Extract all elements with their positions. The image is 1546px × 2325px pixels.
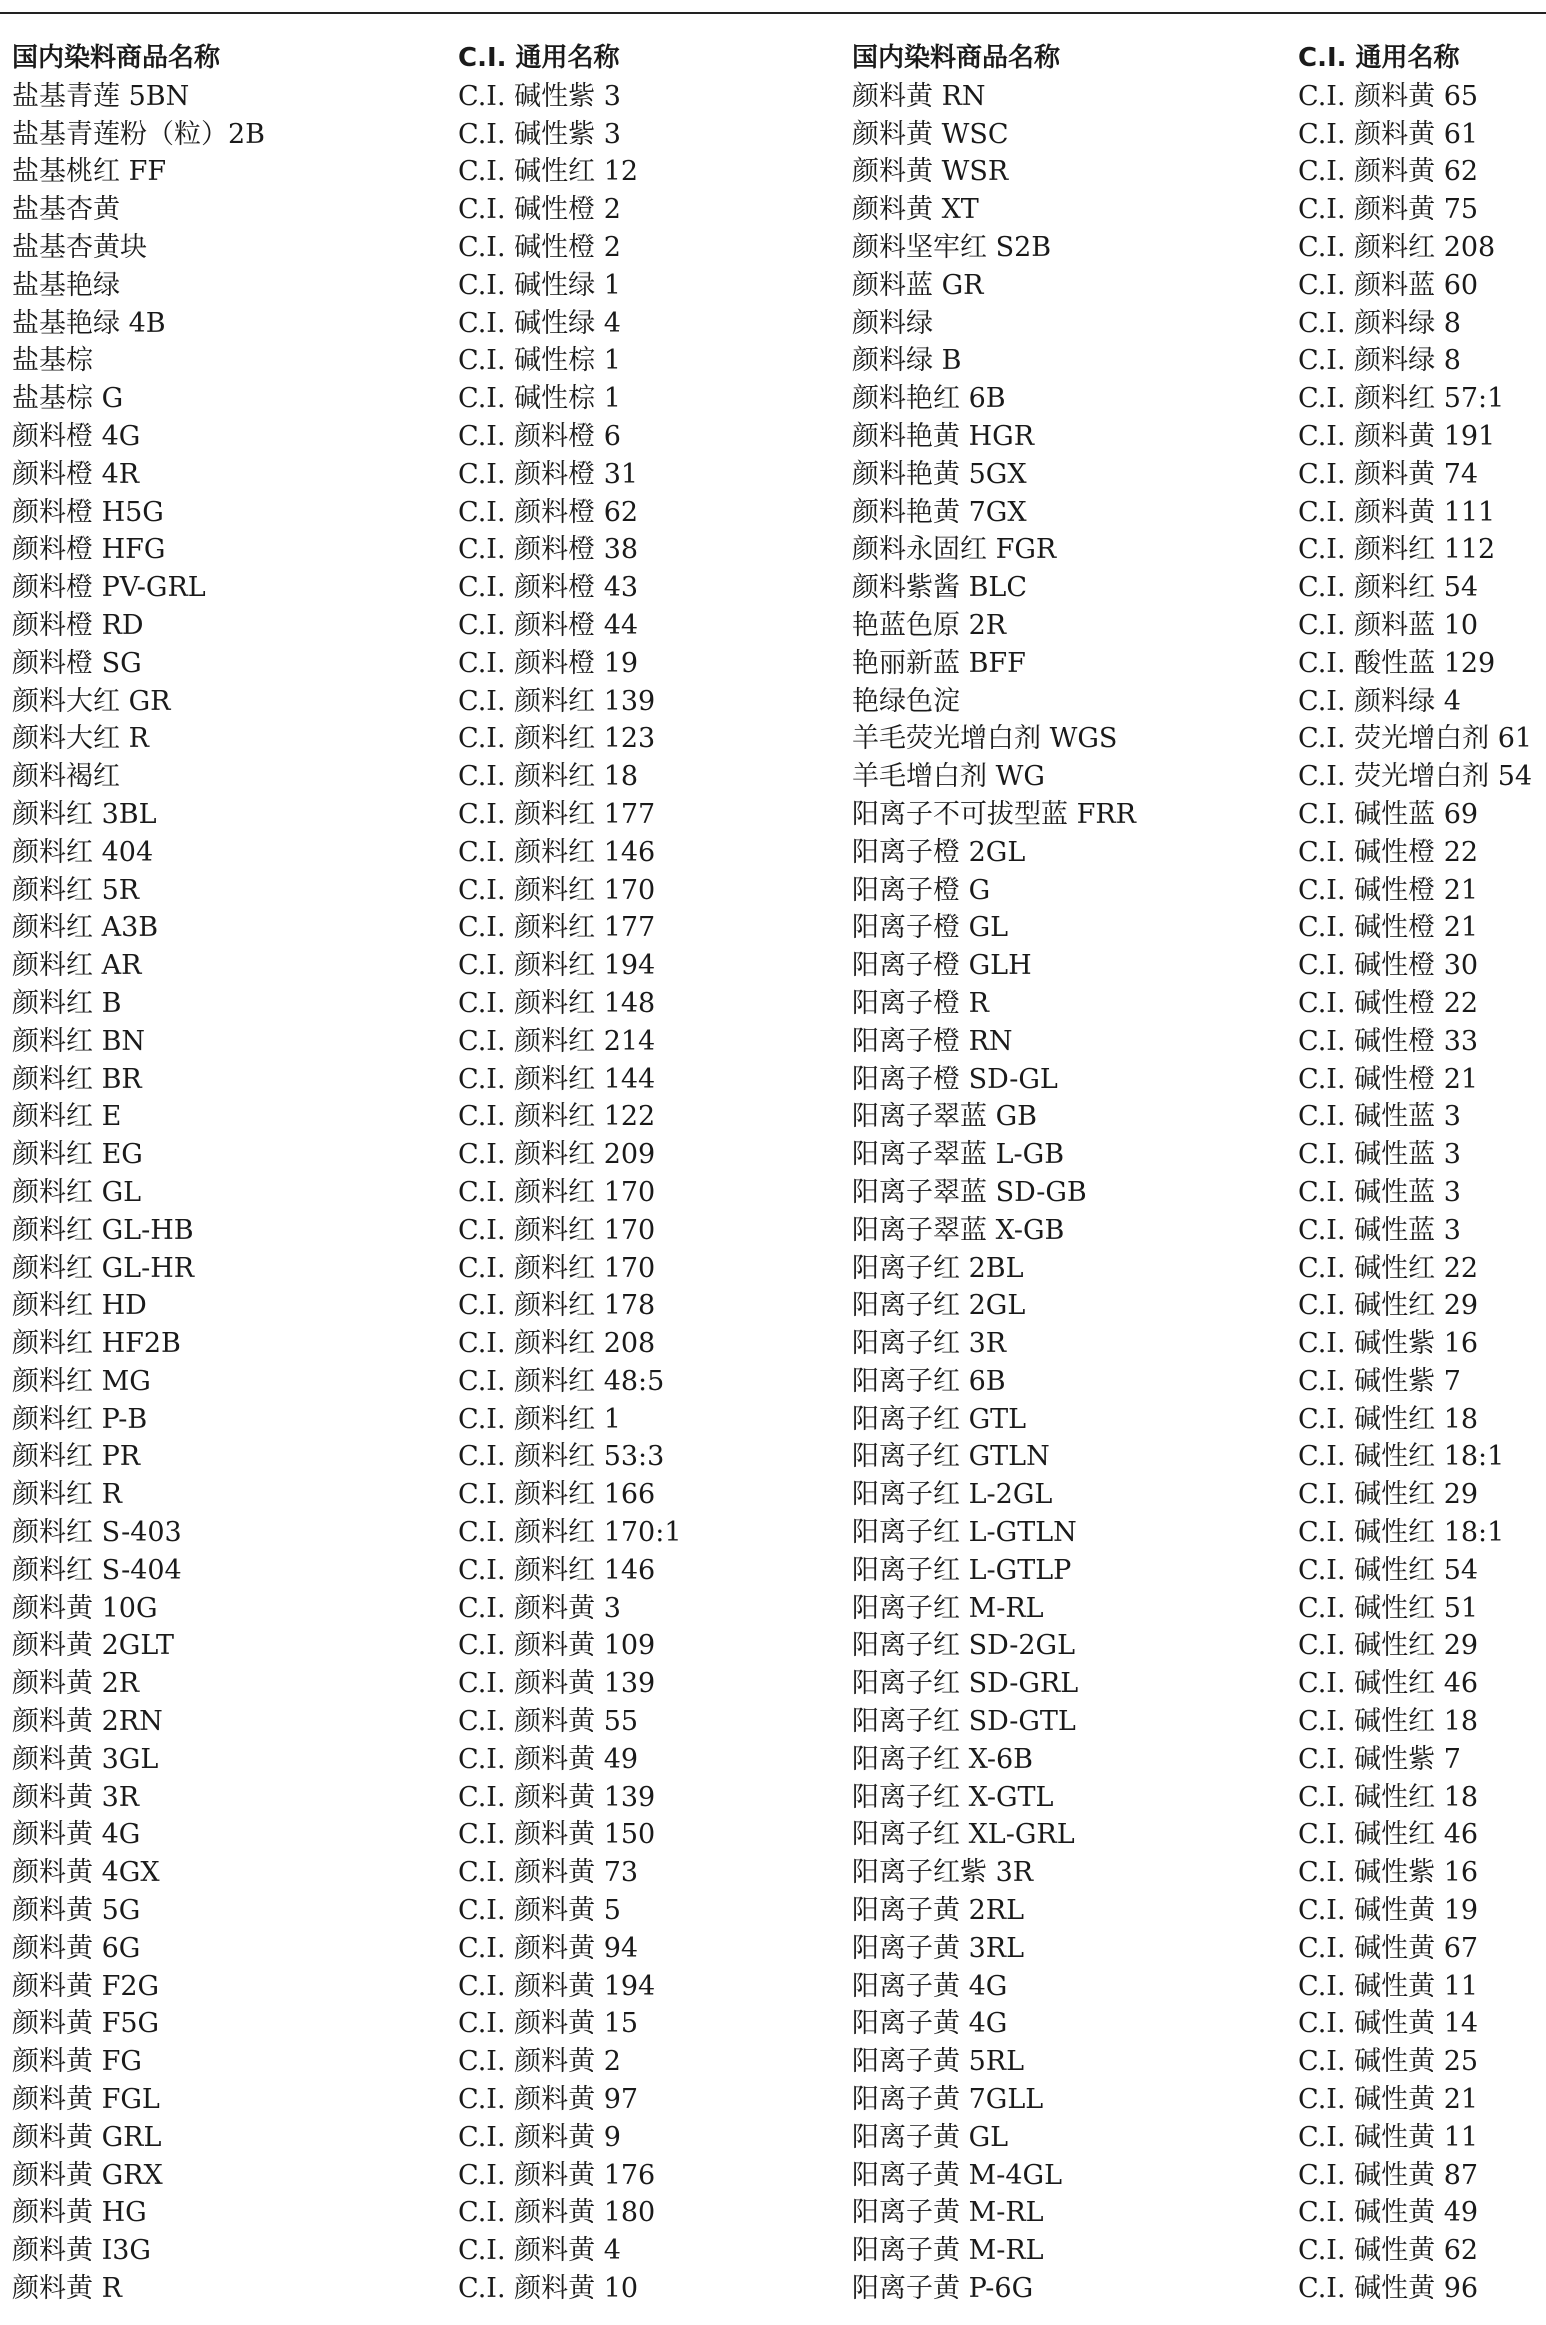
dye-trade-name: 颜料黄 4GX bbox=[12, 1857, 160, 1889]
dye-trade-name: 阳离子橙 GLH bbox=[852, 950, 1032, 982]
ci-generic-name: C.I. 颜料红 170 bbox=[458, 1176, 656, 1208]
ci-generic-name: C.I. 颜料黄 176 bbox=[458, 2159, 656, 2191]
ci-generic-name: C.I. 颜料橙 31 bbox=[458, 458, 639, 490]
ci-generic-name: C.I. 颜料橙 43 bbox=[458, 572, 639, 604]
dye-trade-name: 阳离子红 2BL bbox=[852, 1252, 1024, 1284]
ci-generic-name: C.I. 碱性橙 2 bbox=[458, 231, 621, 263]
dye-trade-name: 颜料红 E bbox=[12, 1101, 122, 1133]
ci-generic-name: C.I. 颜料红 178 bbox=[458, 1290, 656, 1322]
dye-trade-name: 盐基棕 G bbox=[12, 383, 124, 415]
ci-generic-name: C.I. 碱性红 46 bbox=[1298, 1668, 1479, 1700]
dye-trade-name: 阳离子黄 4G bbox=[852, 1970, 1008, 2002]
dye-trade-name: 颜料黄 FG bbox=[12, 2046, 142, 2078]
dye-trade-name: 颜料永固红 FGR bbox=[852, 534, 1057, 566]
ci-generic-name: C.I. 碱性蓝 3 bbox=[1298, 1214, 1461, 1246]
ci-generic-name: C.I. 颜料橙 38 bbox=[458, 534, 639, 566]
ci-generic-name: C.I. 颜料橙 6 bbox=[458, 420, 621, 452]
dye-trade-name: 阳离子黄 P-6G bbox=[852, 2273, 1034, 2305]
ci-generic-name: C.I. 颜料黄 49 bbox=[458, 1743, 639, 1775]
dye-trade-name: 颜料红 R bbox=[12, 1479, 122, 1511]
dye-trade-name: 阳离子红 2GL bbox=[852, 1290, 1026, 1322]
dye-trade-name: 颜料红 HD bbox=[12, 1290, 147, 1322]
ci-generic-name: C.I. 颜料红 194 bbox=[458, 950, 656, 982]
ci-generic-name: C.I. 碱性红 18 bbox=[1298, 1403, 1479, 1435]
ci-generic-name: C.I. 颜料红 170 bbox=[458, 1252, 656, 1284]
dye-trade-name: 盐基杏黄 bbox=[12, 194, 120, 226]
ci-generic-name: C.I. 碱性黄 62 bbox=[1298, 2235, 1479, 2267]
ci-generic-name: C.I. 颜料蓝 10 bbox=[1298, 609, 1479, 641]
ci-generic-name: C.I. 颜料红 208 bbox=[458, 1328, 656, 1360]
dye-trade-name: 盐基棕 bbox=[12, 345, 93, 377]
ci-generic-name: C.I. 颜料红 166 bbox=[458, 1479, 656, 1511]
ci-generic-name: C.I. 颜料红 170 bbox=[458, 874, 656, 906]
ci-generic-name: C.I. 颜料黄 10 bbox=[458, 2273, 639, 2305]
dye-trade-name: 颜料红 GL bbox=[12, 1176, 142, 1208]
ci-generic-name: C.I. 碱性橙 21 bbox=[1298, 912, 1479, 944]
dye-trade-name: 阳离子黄 2RL bbox=[852, 1895, 1025, 1927]
dye-trade-name: 颜料黄 3GL bbox=[12, 1743, 159, 1775]
ci-generic-name: C.I. 碱性红 12 bbox=[458, 156, 639, 188]
dye-trade-name: 阳离子红 M-RL bbox=[852, 1592, 1044, 1624]
ci-generic-name: C.I. 碱性棕 1 bbox=[458, 345, 621, 377]
ci-generic-name: C.I. 颜料红 209 bbox=[458, 1139, 656, 1171]
dye-trade-name: 阳离子红 GTL bbox=[852, 1403, 1027, 1435]
ci-generic-name: C.I. 碱性橙 21 bbox=[1298, 874, 1479, 906]
ci-generic-name: C.I. 碱性橙 33 bbox=[1298, 1025, 1479, 1057]
ci-generic-name: C.I. 颜料红 170 bbox=[458, 1214, 656, 1246]
ci-generic-name: C.I. 颜料红 177 bbox=[458, 912, 656, 944]
ci-generic-name: C.I. 颜料黄 15 bbox=[458, 2008, 639, 2040]
dye-trade-name: 颜料坚牢红 S2B bbox=[852, 231, 1052, 263]
dye-trade-name: 颜料黄 XT bbox=[852, 194, 979, 226]
dye-trade-name: 盐基艳绿 bbox=[12, 269, 120, 301]
dye-trade-name: 阳离子红 L-2GL bbox=[852, 1479, 1053, 1511]
dye-trade-name: 颜料红 S-404 bbox=[12, 1554, 182, 1586]
ci-generic-name: C.I. 颜料红 214 bbox=[458, 1025, 656, 1057]
ci-generic-name: C.I. 颜料黄 191 bbox=[1298, 420, 1496, 452]
ci-generic-name: C.I. 颜料黄 94 bbox=[458, 1932, 639, 1964]
ci-generic-name: C.I. 碱性蓝 3 bbox=[1298, 1176, 1461, 1208]
right-ci-column bbox=[1298, 40, 1532, 2308]
ci-generic-name: C.I. 碱性红 46 bbox=[1298, 1819, 1479, 1851]
ci-generic-name: C.I. 碱性黄 49 bbox=[1298, 2197, 1479, 2229]
ci-generic-name: C.I. 碱性紫 7 bbox=[1298, 1365, 1461, 1397]
dye-trade-name: 阳离子橙 R bbox=[852, 987, 989, 1019]
dye-trade-name: 颜料红 AR bbox=[12, 950, 142, 982]
dye-trade-name: 阳离子红紫 3R bbox=[852, 1857, 1034, 1889]
ci-generic-name: C.I. 碱性红 29 bbox=[1298, 1630, 1479, 1662]
dye-trade-name: 颜料橙 4R bbox=[12, 458, 140, 490]
dye-trade-name: 颜料紫酱 BLC bbox=[852, 572, 1028, 604]
ci-generic-name: C.I. 碱性紫 16 bbox=[1298, 1328, 1479, 1360]
dye-trade-name: 颜料黄 WSC bbox=[852, 118, 1009, 150]
ci-generic-name: C.I. 碱性黄 19 bbox=[1298, 1895, 1479, 1927]
ci-generic-name: C.I. 颜料红 112 bbox=[1298, 534, 1496, 566]
ci-generic-name: C.I. 碱性橙 30 bbox=[1298, 950, 1479, 982]
right-ci-header: C.I. 通用名称 bbox=[1298, 43, 1460, 73]
dye-trade-name: 阳离子黄 7GLL bbox=[852, 2084, 1044, 2116]
dye-trade-name: 颜料橙 PV-GRL bbox=[12, 572, 206, 604]
ci-generic-name: C.I. 碱性黄 14 bbox=[1298, 2008, 1479, 2040]
ci-generic-name: C.I. 碱性黄 11 bbox=[1298, 2121, 1479, 2153]
ci-generic-name: C.I. 颜料红 146 bbox=[458, 1554, 656, 1586]
ci-generic-name: C.I. 碱性橙 22 bbox=[1298, 836, 1479, 868]
dye-trade-name: 颜料红 404 bbox=[12, 836, 154, 868]
ci-generic-name: C.I. 颜料黄 74 bbox=[1298, 458, 1479, 490]
ci-generic-name: C.I. 碱性蓝 3 bbox=[1298, 1101, 1461, 1133]
dye-trade-name: 阳离子翠蓝 GB bbox=[852, 1101, 1037, 1133]
ci-generic-name: C.I. 颜料红 48:5 bbox=[458, 1365, 665, 1397]
ci-generic-name: C.I. 颜料红 208 bbox=[1298, 231, 1496, 263]
dye-trade-name: 颜料黄 HG bbox=[12, 2197, 147, 2229]
dye-trade-name: 颜料红 BN bbox=[12, 1025, 146, 1057]
dye-trade-name: 阳离子红 SD-2GL bbox=[852, 1630, 1076, 1662]
ci-generic-name: C.I. 颜料黄 3 bbox=[458, 1592, 621, 1624]
ci-generic-name: C.I. 碱性橙 2 bbox=[458, 194, 621, 226]
dye-trade-name: 颜料红 GL-HB bbox=[12, 1214, 194, 1246]
ci-generic-name: C.I. 碱性蓝 69 bbox=[1298, 798, 1479, 830]
dye-trade-name: 颜料红 A3B bbox=[12, 912, 159, 944]
ci-generic-name: C.I. 碱性黄 96 bbox=[1298, 2273, 1479, 2305]
ci-generic-name: C.I. 碱性红 54 bbox=[1298, 1554, 1479, 1586]
dye-trade-name: 颜料红 B bbox=[12, 987, 122, 1019]
ci-generic-name: C.I. 酸性蓝 129 bbox=[1298, 647, 1496, 679]
ci-generic-name: C.I. 颜料黄 109 bbox=[458, 1630, 656, 1662]
dye-trade-name: 颜料红 HF2B bbox=[12, 1328, 181, 1360]
ci-generic-name: C.I. 颜料黄 150 bbox=[458, 1819, 656, 1851]
dye-trade-name: 颜料橙 RD bbox=[12, 609, 144, 641]
dye-trade-name: 阳离子红 L-GTLN bbox=[852, 1517, 1077, 1549]
ci-generic-name: C.I. 颜料黄 97 bbox=[458, 2084, 639, 2116]
ci-generic-name: C.I. 颜料黄 180 bbox=[458, 2197, 656, 2229]
ci-generic-name: C.I. 颜料红 146 bbox=[458, 836, 656, 868]
dye-trade-name: 颜料红 3BL bbox=[12, 798, 157, 830]
ci-generic-name: C.I. 碱性绿 1 bbox=[458, 269, 621, 301]
ci-generic-name: C.I. 颜料红 122 bbox=[458, 1101, 656, 1133]
top-rule bbox=[0, 12, 1546, 14]
dye-trade-name: 阳离子不可拔型蓝 FRR bbox=[852, 798, 1136, 830]
left-ci-header: C.I. 通用名称 bbox=[458, 43, 620, 73]
dye-trade-name: 颜料橙 4G bbox=[12, 420, 141, 452]
dye-trade-name: 颜料橙 H5G bbox=[12, 496, 164, 528]
ci-generic-name: C.I. 碱性红 22 bbox=[1298, 1252, 1479, 1284]
dye-trade-name: 颜料黄 4G bbox=[12, 1819, 141, 1851]
ci-generic-name: C.I. 颜料黄 5 bbox=[458, 1895, 621, 1927]
dye-trade-name: 颜料黄 I3G bbox=[12, 2235, 151, 2267]
dye-trade-name: 颜料艳红 6B bbox=[852, 383, 1006, 415]
ci-generic-name: C.I. 颜料红 148 bbox=[458, 987, 656, 1019]
dye-trade-name: 颜料绿 B bbox=[852, 345, 962, 377]
dye-trade-name: 阳离子橙 RN bbox=[852, 1025, 1013, 1057]
dye-trade-name: 颜料红 GL-HR bbox=[12, 1252, 195, 1284]
dye-name-table bbox=[0, 40, 1546, 2325]
dye-trade-name: 艳绿色淀 bbox=[852, 685, 960, 717]
ci-generic-name: C.I. 碱性黄 11 bbox=[1298, 1970, 1479, 2002]
ci-generic-name: C.I. 碱性红 18:1 bbox=[1298, 1517, 1505, 1549]
ci-generic-name: C.I. 颜料蓝 60 bbox=[1298, 269, 1479, 301]
ci-generic-name: C.I. 颜料黄 55 bbox=[458, 1706, 639, 1738]
ci-generic-name: C.I. 碱性绿 4 bbox=[458, 307, 621, 339]
ci-generic-name: C.I. 颜料黄 2 bbox=[458, 2046, 621, 2078]
dye-trade-name: 阳离子橙 GL bbox=[852, 912, 1009, 944]
dye-trade-name: 颜料红 S-403 bbox=[12, 1517, 182, 1549]
ci-generic-name: C.I. 颜料红 123 bbox=[458, 723, 656, 755]
ci-generic-name: C.I. 颜料绿 8 bbox=[1298, 307, 1461, 339]
dye-trade-name: 阳离子翠蓝 SD-GB bbox=[852, 1176, 1087, 1208]
ci-generic-name: C.I. 颜料红 54 bbox=[1298, 572, 1479, 604]
right-name-column bbox=[852, 40, 1136, 2308]
ci-generic-name: C.I. 荧光增白剂 61 bbox=[1298, 723, 1533, 755]
dye-trade-name: 阳离子红 GTLN bbox=[852, 1441, 1050, 1473]
dye-trade-name: 颜料艳黄 HGR bbox=[852, 420, 1035, 452]
left-name-header: 国内染料商品名称 bbox=[12, 43, 221, 73]
dye-trade-name: 颜料黄 10G bbox=[12, 1592, 158, 1624]
dye-trade-name: 阳离子红 X-6B bbox=[852, 1743, 1033, 1775]
dye-trade-name: 颜料黄 3R bbox=[12, 1781, 140, 1813]
dye-trade-name: 阳离子红 SD-GRL bbox=[852, 1668, 1079, 1700]
dye-trade-name: 阳离子黄 M-4GL bbox=[852, 2159, 1063, 2191]
ci-generic-name: C.I. 碱性黄 21 bbox=[1298, 2084, 1479, 2116]
ci-generic-name: C.I. 颜料红 144 bbox=[458, 1063, 656, 1095]
left-name-column bbox=[12, 40, 265, 2308]
dye-trade-name: 阳离子翠蓝 L-GB bbox=[852, 1139, 1065, 1171]
dye-trade-name: 阳离子红 SD-GTL bbox=[852, 1706, 1076, 1738]
ci-generic-name: C.I. 颜料红 177 bbox=[458, 798, 656, 830]
dye-trade-name: 颜料黄 WSR bbox=[852, 156, 1009, 188]
dye-trade-name: 颜料橙 SG bbox=[12, 647, 142, 679]
dye-trade-name: 颜料黄 RN bbox=[852, 80, 986, 112]
dye-trade-name: 颜料蓝 GR bbox=[852, 269, 984, 301]
ci-generic-name: C.I. 颜料红 18 bbox=[458, 761, 639, 793]
dye-trade-name: 艳蓝色原 2R bbox=[852, 609, 1007, 641]
ci-generic-name: C.I. 颜料红 57:1 bbox=[1298, 383, 1505, 415]
dye-trade-name: 艳丽新蓝 BFF bbox=[852, 647, 1026, 679]
dye-trade-name: 颜料黄 FGL bbox=[12, 2084, 160, 2116]
ci-generic-name: C.I. 颜料红 139 bbox=[458, 685, 656, 717]
dye-trade-name: 颜料红 PR bbox=[12, 1441, 141, 1473]
ci-generic-name: C.I. 颜料橙 19 bbox=[458, 647, 639, 679]
dye-trade-name: 阳离子红 XL-GRL bbox=[852, 1819, 1075, 1851]
dye-trade-name: 阳离子橙 G bbox=[852, 874, 991, 906]
ci-generic-name: C.I. 颜料红 1 bbox=[458, 1403, 621, 1435]
dye-trade-name: 阳离子黄 M-RL bbox=[852, 2235, 1044, 2267]
ci-generic-name: C.I. 碱性紫 16 bbox=[1298, 1857, 1479, 1889]
dye-trade-name: 颜料黄 F5G bbox=[12, 2008, 160, 2040]
dye-trade-name: 颜料黄 2R bbox=[12, 1668, 140, 1700]
dye-trade-name: 颜料红 BR bbox=[12, 1063, 142, 1095]
ci-generic-name: C.I. 颜料绿 8 bbox=[1298, 345, 1461, 377]
dye-trade-name: 颜料红 EG bbox=[12, 1139, 143, 1171]
ci-generic-name: C.I. 颜料黄 194 bbox=[458, 1970, 656, 2002]
dye-trade-name: 颜料黄 6G bbox=[12, 1932, 141, 1964]
ci-generic-name: C.I. 碱性橙 22 bbox=[1298, 987, 1479, 1019]
dye-trade-name: 颜料大红 R bbox=[12, 723, 149, 755]
dye-trade-name: 阳离子橙 SD-GL bbox=[852, 1063, 1058, 1095]
ci-generic-name: C.I. 颜料红 170:1 bbox=[458, 1517, 682, 1549]
ci-generic-name: C.I. 颜料黄 4 bbox=[458, 2235, 621, 2267]
ci-generic-name: C.I. 颜料黄 73 bbox=[458, 1857, 639, 1889]
ci-generic-name: C.I. 颜料红 53:3 bbox=[458, 1441, 665, 1473]
ci-generic-name: C.I. 颜料黄 111 bbox=[1298, 496, 1496, 528]
ci-generic-name: C.I. 碱性黄 67 bbox=[1298, 1932, 1479, 1964]
ci-generic-name: C.I. 颜料黄 139 bbox=[458, 1668, 656, 1700]
dye-trade-name: 阳离子红 L-GTLP bbox=[852, 1554, 1072, 1586]
dye-trade-name: 颜料橙 HFG bbox=[12, 534, 166, 566]
ci-generic-name: C.I. 碱性红 51 bbox=[1298, 1592, 1479, 1624]
ci-generic-name: C.I. 碱性紫 3 bbox=[458, 118, 621, 150]
right-name-header: 国内染料商品名称 bbox=[852, 43, 1061, 73]
dye-trade-name: 阳离子黄 5RL bbox=[852, 2046, 1025, 2078]
dye-trade-name: 羊毛增白剂 WG bbox=[852, 761, 1045, 793]
ci-generic-name: C.I. 颜料黄 65 bbox=[1298, 80, 1479, 112]
ci-generic-name: C.I. 颜料黄 139 bbox=[458, 1781, 656, 1813]
dye-trade-name: 颜料大红 GR bbox=[12, 685, 171, 717]
dye-trade-name: 颜料红 MG bbox=[12, 1365, 151, 1397]
ci-generic-name: C.I. 碱性紫 7 bbox=[1298, 1743, 1461, 1775]
dye-trade-name: 阳离子黄 3RL bbox=[852, 1932, 1025, 1964]
ci-generic-name: C.I. 碱性红 29 bbox=[1298, 1290, 1479, 1322]
dye-trade-name: 颜料红 5R bbox=[12, 874, 140, 906]
dye-trade-name: 阳离子红 3R bbox=[852, 1328, 1007, 1360]
ci-generic-name: C.I. 碱性蓝 3 bbox=[1298, 1139, 1461, 1171]
dye-trade-name: 盐基青莲 5BN bbox=[12, 80, 190, 112]
ci-generic-name: C.I. 碱性黄 25 bbox=[1298, 2046, 1479, 2078]
ci-generic-name: C.I. 荧光增白剂 54 bbox=[1298, 761, 1533, 793]
dye-trade-name: 盐基杏黄块 bbox=[12, 231, 147, 263]
ci-generic-name: C.I. 碱性橙 21 bbox=[1298, 1063, 1479, 1095]
dye-trade-name: 羊毛荧光增白剂 WGS bbox=[852, 723, 1118, 755]
ci-generic-name: C.I. 颜料绿 4 bbox=[1298, 685, 1461, 717]
dye-trade-name: 颜料黄 R bbox=[12, 2273, 122, 2305]
dye-trade-name: 颜料黄 F2G bbox=[12, 1970, 160, 2002]
ci-generic-name: C.I. 碱性红 18 bbox=[1298, 1706, 1479, 1738]
ci-generic-name: C.I. 颜料橙 44 bbox=[458, 609, 639, 641]
dye-trade-name: 颜料艳黄 7GX bbox=[852, 496, 1027, 528]
dye-trade-name: 颜料褐红 bbox=[12, 761, 120, 793]
ci-generic-name: C.I. 碱性紫 3 bbox=[458, 80, 621, 112]
ci-generic-name: C.I. 碱性红 29 bbox=[1298, 1479, 1479, 1511]
dye-trade-name: 阳离子红 6B bbox=[852, 1365, 1006, 1397]
dye-trade-name: 颜料黄 GRL bbox=[12, 2121, 162, 2153]
ci-generic-name: C.I. 颜料黄 61 bbox=[1298, 118, 1479, 150]
dye-trade-name: 盐基艳绿 4B bbox=[12, 307, 166, 339]
dye-trade-name: 盐基桃红 FF bbox=[12, 156, 167, 188]
ci-generic-name: C.I. 颜料黄 9 bbox=[458, 2121, 621, 2153]
dye-trade-name: 颜料绿 bbox=[852, 307, 933, 339]
ci-generic-name: C.I. 碱性棕 1 bbox=[458, 383, 621, 415]
dye-trade-name: 阳离子黄 GL bbox=[852, 2121, 1009, 2153]
dye-trade-name: 颜料黄 5G bbox=[12, 1895, 141, 1927]
dye-trade-name: 阳离子黄 M-RL bbox=[852, 2197, 1044, 2229]
dye-trade-name: 阳离子黄 4G bbox=[852, 2008, 1008, 2040]
dye-trade-name: 颜料红 P-B bbox=[12, 1403, 148, 1435]
dye-trade-name: 阳离子红 X-GTL bbox=[852, 1781, 1054, 1813]
dye-trade-name: 颜料艳黄 5GX bbox=[852, 458, 1027, 490]
ci-generic-name: C.I. 碱性黄 87 bbox=[1298, 2159, 1479, 2191]
ci-generic-name: C.I. 碱性红 18 bbox=[1298, 1781, 1479, 1813]
dye-trade-name: 颜料黄 2RN bbox=[12, 1706, 163, 1738]
ci-generic-name: C.I. 颜料黄 75 bbox=[1298, 194, 1479, 226]
ci-generic-name: C.I. 颜料黄 62 bbox=[1298, 156, 1479, 188]
dye-trade-name: 阳离子橙 2GL bbox=[852, 836, 1026, 868]
dye-trade-name: 盐基青莲粉（粒）2B bbox=[12, 118, 266, 150]
ci-generic-name: C.I. 碱性红 18:1 bbox=[1298, 1441, 1505, 1473]
dye-trade-name: 颜料黄 2GLT bbox=[12, 1630, 175, 1662]
ci-generic-name: C.I. 颜料橙 62 bbox=[458, 496, 639, 528]
dye-trade-name: 阳离子翠蓝 X-GB bbox=[852, 1214, 1065, 1246]
dye-trade-name: 颜料黄 GRX bbox=[12, 2159, 163, 2191]
left-ci-column bbox=[458, 40, 682, 2308]
